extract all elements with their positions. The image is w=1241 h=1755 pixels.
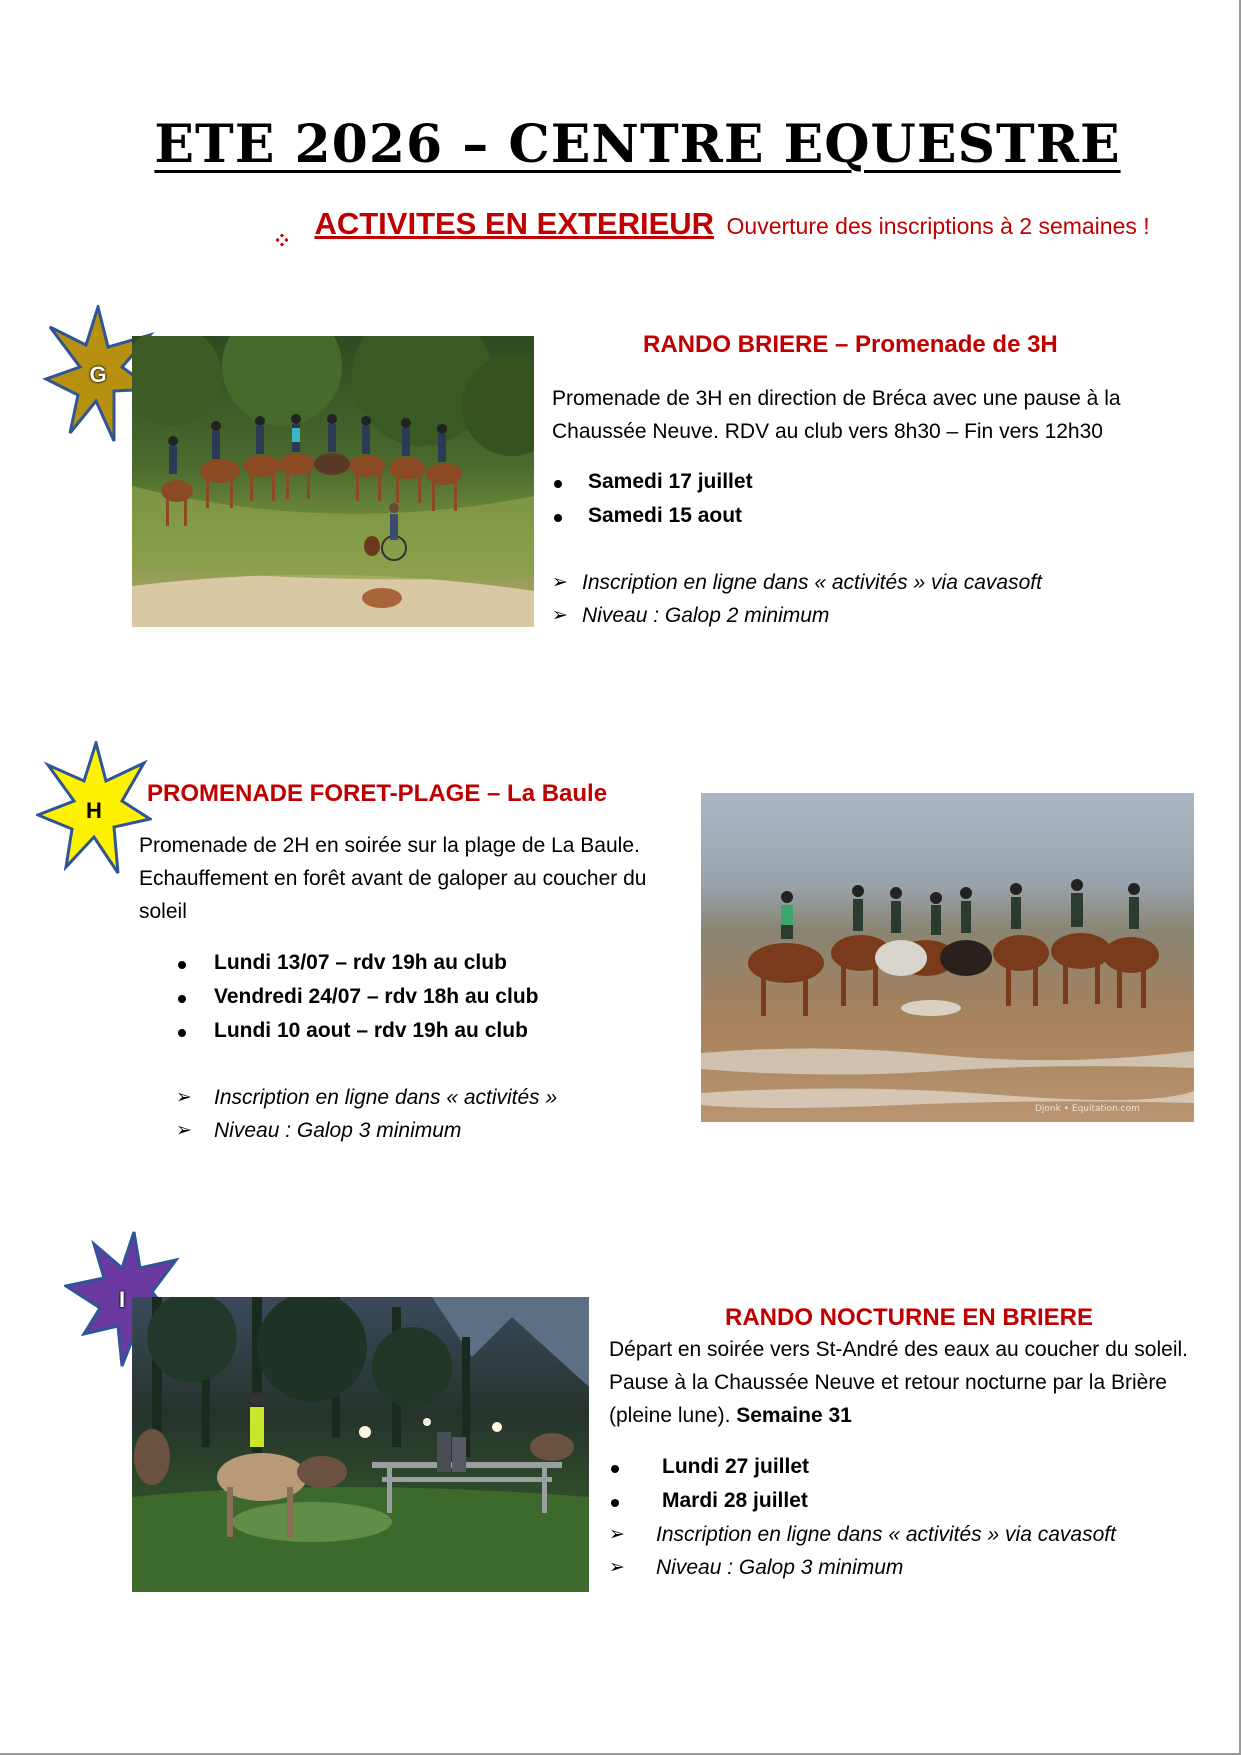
note-text: Niveau : Galop 2 minimum bbox=[582, 604, 830, 627]
badge-letter: H bbox=[86, 798, 102, 823]
week-label: Semaine 31 bbox=[736, 1404, 852, 1427]
list-item bbox=[609, 1551, 1116, 1584]
note-text: Inscription en ligne dans « activités » via cavasoft bbox=[656, 1523, 1116, 1546]
date-text: Mardi 28 juillet bbox=[662, 1489, 808, 1512]
subtitle-line bbox=[276, 204, 1150, 250]
list-item bbox=[552, 465, 753, 499]
badge-star-h bbox=[36, 741, 152, 881]
list-item bbox=[176, 1081, 557, 1114]
badge-letter: G bbox=[89, 362, 107, 387]
section-description: Promenade de 3H en direction de Bréca avec une pause à la Chaussée Neuve. RDV au club vers 8h30 – Fin vers 12h30 bbox=[552, 387, 1121, 443]
section-description bbox=[609, 1333, 1219, 1432]
date-text: Lundi 10 aout – rdv 19h au club bbox=[214, 1019, 528, 1042]
diamond-bullet-icon bbox=[276, 222, 288, 234]
photo-riders-beach bbox=[701, 793, 1194, 1122]
notes-list bbox=[609, 1518, 1116, 1584]
date-text: Lundi 13/07 – rdv 19h au club bbox=[214, 951, 507, 974]
section-title-foret-plage: PROMENADE FORET-PLAGE – La Baule bbox=[147, 780, 608, 807]
section-title-rando-briere: RANDO BRIERE – Promenade de 3H bbox=[643, 331, 1058, 358]
photo-riders-meadow bbox=[132, 336, 534, 627]
list-item bbox=[552, 599, 1042, 632]
list-item bbox=[552, 566, 1042, 599]
arrow-bullet-icon: ➢ bbox=[552, 572, 568, 593]
arrow-bullet-icon: ➢ bbox=[552, 605, 568, 626]
registration-note: Ouverture des inscriptions à 2 semaines ! bbox=[726, 213, 1150, 239]
description-text: Départ en soirée vers St-André des eaux au coucher du soleil. Pause à la Chaussée Neuve et retour nocturne par la Brière (pleine lune). bbox=[609, 1338, 1188, 1427]
arrow-bullet-icon: ➢ bbox=[176, 1120, 192, 1141]
list-item bbox=[552, 499, 753, 533]
date-list bbox=[552, 465, 753, 533]
list-item bbox=[176, 1014, 538, 1048]
date-text: Samedi 15 aout bbox=[588, 504, 743, 527]
list-item bbox=[176, 1114, 557, 1147]
note-text: Niveau : Galop 3 minimum bbox=[214, 1119, 462, 1142]
list-item bbox=[609, 1484, 809, 1518]
arrow-bullet-icon: ➢ bbox=[176, 1087, 192, 1108]
date-text: Samedi 17 juillet bbox=[588, 470, 753, 493]
date-list bbox=[176, 946, 538, 1048]
note-text: Inscription en ligne dans « activités » bbox=[214, 1086, 558, 1109]
arrow-bullet-icon: ➢ bbox=[609, 1524, 625, 1545]
list-item bbox=[609, 1450, 809, 1484]
date-text: Vendredi 24/07 – rdv 18h au club bbox=[214, 985, 539, 1008]
date-list bbox=[609, 1450, 809, 1518]
page-title: ETE 2026 – CENTRE EQUESTRE bbox=[154, 114, 1121, 175]
section-heading: ACTIVITES EN EXTERIEUR bbox=[314, 206, 715, 241]
note-text: Niveau : Galop 3 minimum bbox=[656, 1556, 904, 1579]
arrow-bullet-icon: ➢ bbox=[609, 1557, 625, 1578]
section-description: Promenade de 2H en soirée sur la plage de La Baule. Echauffement en forêt avant de galoper au coucher du soleil bbox=[139, 834, 647, 923]
section-title-rando-nocturne: RANDO NOCTURNE EN BRIERE bbox=[725, 1304, 1094, 1331]
notes-list bbox=[176, 1081, 557, 1147]
notes-list bbox=[552, 566, 1042, 632]
list-item bbox=[176, 980, 538, 1014]
photo-credit: Djonk • Equitation.com bbox=[1035, 1104, 1140, 1114]
note-text: Inscription en ligne dans « activités » via cavasoft bbox=[582, 571, 1042, 594]
badge-letter: I bbox=[118, 1287, 126, 1312]
photo-night-horses bbox=[132, 1297, 589, 1592]
date-text: Lundi 27 juillet bbox=[662, 1455, 810, 1478]
list-item bbox=[609, 1518, 1116, 1551]
list-item bbox=[176, 946, 538, 980]
